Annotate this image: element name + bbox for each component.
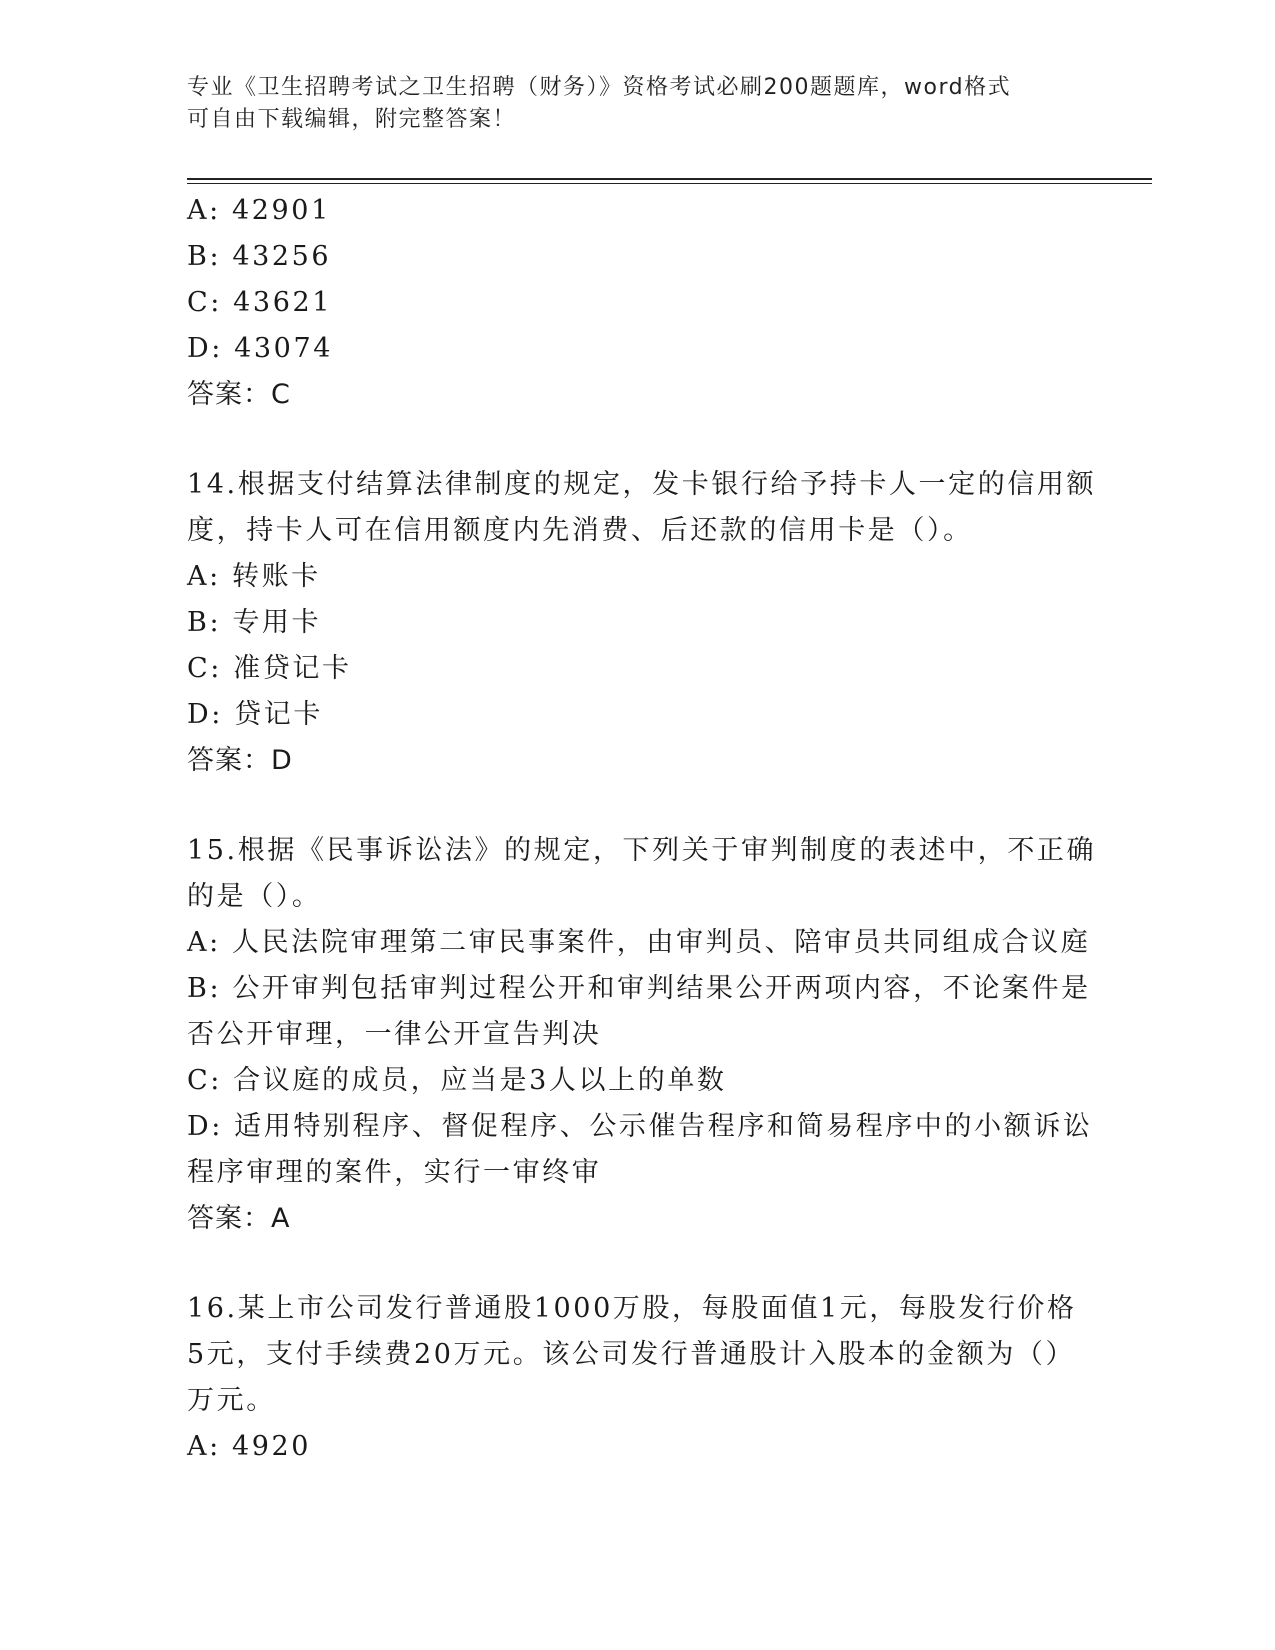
question-text: 5元，支付手续费20万元。该公司发行普通股计入股本的金额为（） xyxy=(187,1339,1076,1370)
question-text: 度，持卡人可在信用额度内先消费、后还款的信用卡是（）。 xyxy=(187,515,973,546)
option-a: A: 转账卡 xyxy=(187,561,321,592)
option-a: A: 42901 xyxy=(187,195,331,226)
answer: 答案：D xyxy=(187,745,293,776)
option-c: C: 合议庭的成员，应当是3人以上的单数 xyxy=(187,1065,727,1096)
question-text: 万元。 xyxy=(187,1385,276,1416)
option-d-continued: 程序审理的案件，实行一审终审 xyxy=(187,1157,602,1188)
option-b: B: 专用卡 xyxy=(187,607,322,638)
question-text: 16.某上市公司发行普通股1000万股，每股面值1元，每股发行价格 xyxy=(187,1293,1077,1324)
header-line-1: 专业《卫生招聘考试之卫生招聘（财务）》资格考试必刷200题题库，word格式 xyxy=(187,75,1012,100)
option-b: B: 43256 xyxy=(187,241,332,272)
document-header xyxy=(187,72,1067,136)
option-b: B: 公开审判包括审判过程公开和审判结果公开两项内容，不论案件是 xyxy=(187,973,1091,1004)
question-14 xyxy=(187,462,1097,784)
question-text: 的是（）。 xyxy=(187,881,322,912)
question-15 xyxy=(187,828,1097,1242)
option-d: D: 适用特别程序、督促程序、公示催告程序和简易程序中的小额诉讼 xyxy=(187,1111,1093,1142)
option-d: D: 贷记卡 xyxy=(187,699,323,730)
question-text: 14.根据支付结算法律制度的规定，发卡银行给予持卡人一定的信用额 xyxy=(187,469,1097,500)
question-list xyxy=(187,188,1097,1470)
header-line-2: 可自由下载编辑，附完整答案！ xyxy=(187,107,517,132)
question-13-continued xyxy=(187,188,1087,418)
question-text: 15.根据《民事诉讼法》的规定，下列关于审判制度的表述中，不正确 xyxy=(187,835,1097,866)
header-divider-thick xyxy=(187,178,1152,180)
option-a: A: 人民法院审理第二审民事案件，由审判员、陪审员共同组成合议庭 xyxy=(187,927,1091,958)
option-c: C: 43621 xyxy=(187,287,333,318)
question-16 xyxy=(187,1286,1087,1470)
header-divider-thin xyxy=(187,183,1152,184)
answer: 答案：A xyxy=(187,1203,291,1234)
option-d: D: 43074 xyxy=(187,333,334,364)
answer: 答案：C xyxy=(187,379,291,410)
option-c: C: 准贷记卡 xyxy=(187,653,352,684)
option-a: A: 4920 xyxy=(187,1431,312,1462)
option-b-continued: 否公开审理，一律公开宣告判决 xyxy=(187,1019,602,1050)
